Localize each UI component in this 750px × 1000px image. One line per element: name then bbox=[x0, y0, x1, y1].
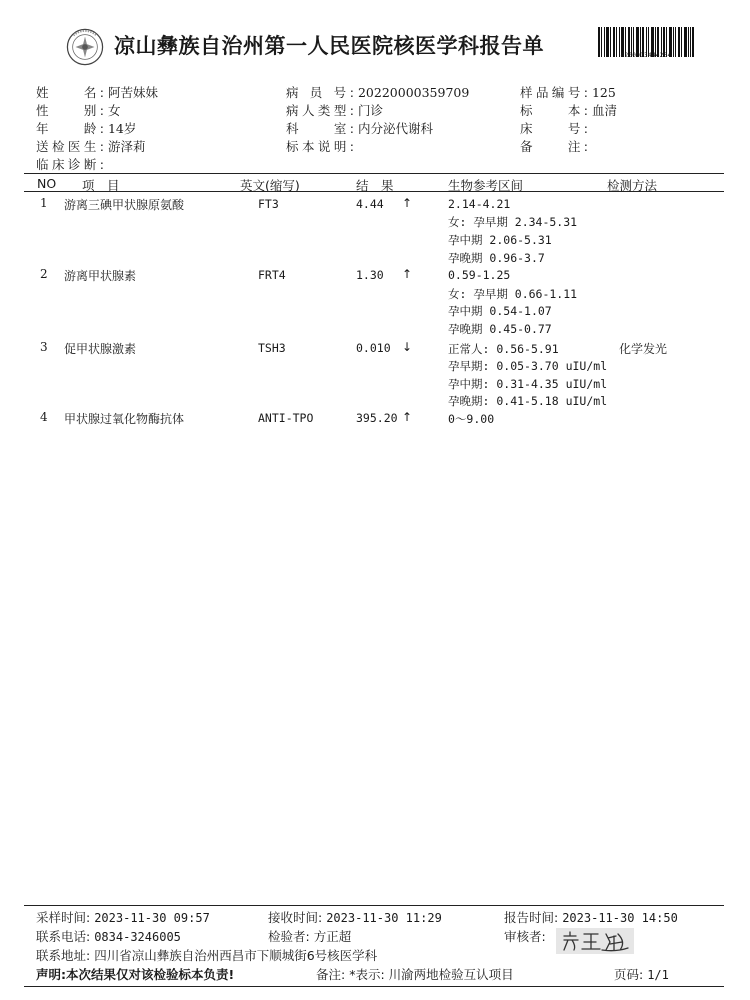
table-top-divider bbox=[24, 173, 724, 174]
sample-row bbox=[520, 83, 616, 101]
col-header-method: 检测方法 bbox=[607, 178, 658, 193]
row-flag-arrow-icon: ↑ bbox=[402, 267, 413, 281]
col-header-no: NO bbox=[37, 176, 57, 191]
row-ref-line: 2.14-4.21 bbox=[448, 197, 511, 211]
row-no: 3 bbox=[40, 340, 48, 354]
row-ref-line: 孕中期 0.54-1.07 bbox=[448, 304, 552, 318]
bed-label: 床 号: bbox=[520, 121, 588, 136]
row-ref-line: 0.59-1.25 bbox=[448, 268, 511, 282]
sex-label: 性 别: bbox=[36, 103, 104, 118]
doctor-value: 游泽莉 bbox=[107, 139, 146, 154]
report-time bbox=[504, 908, 678, 926]
collect-time bbox=[36, 908, 210, 926]
department-value: 内分泌代谢科 bbox=[357, 121, 433, 136]
age-row bbox=[36, 119, 136, 137]
age-value: 14岁 bbox=[107, 121, 137, 136]
row-ref-line: 孕中期 2.06-5.31 bbox=[448, 233, 552, 247]
col-header-ref: 生物参考区间 bbox=[448, 178, 524, 193]
remark-row bbox=[520, 137, 588, 155]
remark-label: 备 注: bbox=[520, 139, 588, 154]
row-ref-line: 孕晚期 0.96-3.7 bbox=[448, 251, 545, 265]
tester-label: 检验者: bbox=[268, 929, 310, 944]
reviewer-signature-image bbox=[556, 928, 634, 954]
row-ref-line: 孕早期: 0.05-3.70 uIU/ml bbox=[448, 359, 608, 373]
row-result: 0.010 bbox=[356, 341, 391, 355]
row-abbr: TSH3 bbox=[258, 341, 286, 355]
report-time-label: 报告时间: bbox=[504, 910, 559, 925]
row-result: 395.20 bbox=[356, 411, 398, 425]
department-row bbox=[286, 119, 433, 137]
record-value: 20220000359709 bbox=[357, 85, 470, 100]
row-ref-line: 孕晚期 0.45-0.77 bbox=[448, 322, 552, 336]
patient-type-row bbox=[286, 101, 383, 119]
row-abbr: FRT4 bbox=[258, 268, 286, 282]
tester-value: 方正超 bbox=[313, 929, 352, 944]
row-flag-arrow-icon: ↓ bbox=[402, 340, 413, 354]
row-result: 4.44 bbox=[356, 197, 384, 211]
age-label: 年 龄: bbox=[36, 121, 104, 136]
row-flag-arrow-icon: ↑ bbox=[402, 410, 413, 424]
doctor-label: 送检医生: bbox=[36, 139, 104, 154]
report-title: 凉山彝族自治州第一人民医院核医学科报告单 bbox=[114, 34, 544, 58]
sample-label: 样品编号: bbox=[520, 85, 588, 100]
row-ref-line: 女: 孕早期 0.66-1.11 bbox=[448, 287, 578, 301]
specimen-note-label: 标本说明: bbox=[286, 139, 354, 154]
contact-phone-value: 0834-3246005 bbox=[94, 930, 181, 944]
col-header-item: 项 目 bbox=[82, 178, 120, 193]
contact-address-label: 联系地址: bbox=[36, 948, 91, 963]
footer-note-label: 备注: bbox=[316, 967, 346, 982]
page-number-value: 1/1 bbox=[647, 968, 669, 982]
row-flag-arrow-icon: ↑ bbox=[402, 196, 413, 210]
sample-value: 125 bbox=[591, 85, 616, 100]
disclaimer-statement: 声明:本次结果仅对该检验标本负责! bbox=[36, 967, 235, 982]
col-header-abbr: 英文(缩写) bbox=[240, 178, 300, 193]
row-ref-line: 女: 孕早期 2.34-5.31 bbox=[448, 215, 578, 229]
page-number-label: 页码: bbox=[614, 967, 644, 982]
row-abbr: ANTI-TPO bbox=[258, 411, 314, 425]
footer-divider bbox=[24, 905, 724, 906]
hospital-logo-icon bbox=[66, 28, 104, 66]
name-row bbox=[36, 83, 158, 101]
specimen-label: 标 本: bbox=[520, 103, 588, 118]
diagnosis-row bbox=[36, 155, 104, 173]
row-ref-line: 正常人: 0.56-5.91 bbox=[448, 342, 559, 356]
row-no: 1 bbox=[40, 196, 48, 210]
name-value: 阿苦妹妹 bbox=[107, 85, 158, 100]
receive-time-label: 接收时间: bbox=[268, 910, 323, 925]
row-item: 促甲状腺激素 bbox=[64, 342, 137, 356]
patient-type-label: 病人类型: bbox=[286, 103, 354, 118]
doctor-row bbox=[36, 137, 146, 155]
collect-time-value: 2023-11-30 09:57 bbox=[94, 911, 210, 925]
receive-time bbox=[268, 908, 442, 926]
footer-note bbox=[316, 965, 514, 983]
receive-time-value: 2023-11-30 11:29 bbox=[326, 911, 442, 925]
specimen-row bbox=[520, 101, 617, 119]
patient-type-value: 门诊 bbox=[357, 103, 383, 118]
collect-time-label: 采样时间: bbox=[36, 910, 91, 925]
contact-phone-label: 联系电话: bbox=[36, 929, 91, 944]
department-label: 科 室: bbox=[286, 121, 354, 136]
row-result: 1.30 bbox=[356, 268, 384, 282]
barcode-number: 4200013444264 bbox=[620, 52, 672, 59]
table-header-divider bbox=[24, 191, 724, 192]
specimen-value: 血清 bbox=[591, 103, 617, 118]
reviewer-label: 审核者: bbox=[504, 929, 546, 944]
row-method: 化学发光 bbox=[619, 342, 668, 356]
row-no: 2 bbox=[40, 267, 48, 281]
footer-bottom-divider bbox=[24, 986, 724, 987]
row-ref-line: 孕晚期: 0.41-5.18 uIU/ml bbox=[448, 394, 608, 408]
specimen-note-row bbox=[286, 137, 354, 155]
tester bbox=[268, 927, 351, 945]
sex-row bbox=[36, 101, 121, 119]
record-row bbox=[286, 83, 469, 101]
record-label: 病 员 号: bbox=[286, 85, 354, 100]
report-time-value: 2023-11-30 14:50 bbox=[562, 911, 678, 925]
row-item: 甲状腺过氧化物酶抗体 bbox=[64, 412, 185, 426]
sex-value: 女 bbox=[107, 103, 121, 118]
name-label: 姓 名: bbox=[36, 85, 104, 100]
reviewer bbox=[504, 927, 546, 945]
row-item: 游离三碘甲状腺原氨酸 bbox=[64, 198, 185, 212]
row-ref-line: 0～9.00 bbox=[448, 412, 495, 426]
footer-note-value: *表示: 川渝两地检验互认项目 bbox=[349, 967, 514, 982]
contact-address bbox=[36, 946, 377, 964]
bed-row bbox=[520, 119, 588, 137]
contact-phone bbox=[36, 927, 181, 945]
row-abbr: FT3 bbox=[258, 197, 279, 211]
diagnosis-label: 临床诊断: bbox=[36, 157, 104, 172]
page-number bbox=[614, 965, 669, 983]
col-header-result: 结 果 bbox=[356, 178, 394, 193]
row-no: 4 bbox=[40, 410, 48, 424]
row-ref-line: 孕中期: 0.31-4.35 uIU/ml bbox=[448, 377, 608, 391]
row-item: 游离甲状腺素 bbox=[64, 269, 137, 283]
contact-address-value: 四川省凉山彝族自治州西昌市下顺城街6号核医学科 bbox=[94, 948, 378, 963]
